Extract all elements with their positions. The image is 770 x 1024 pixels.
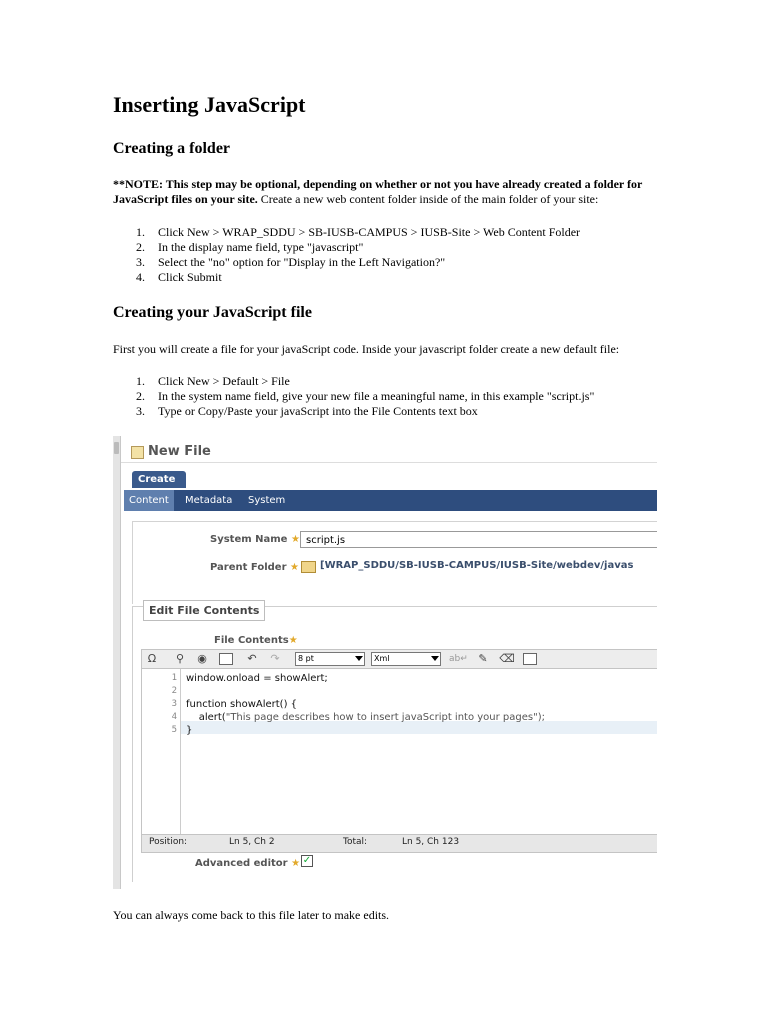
- folder-steps-list: [113, 225, 580, 285]
- line-number: 1: [171, 673, 177, 683]
- reset-icon[interactable]: ⌫: [499, 652, 515, 665]
- code-line: alert("This page describes how to insert javaScript into your pages");: [186, 712, 545, 723]
- required-star-icon: ★: [289, 562, 299, 573]
- font-size-select[interactable]: 8 pt: [295, 652, 365, 666]
- tab-system[interactable]: System: [248, 495, 286, 506]
- help-icon[interactable]: [523, 653, 537, 665]
- line-number: 2: [171, 686, 177, 696]
- line-number-gutter: [142, 669, 181, 835]
- undo-icon[interactable]: ↶: [247, 652, 257, 665]
- folder-icon[interactable]: [301, 561, 316, 573]
- create-tab[interactable]: Create: [132, 471, 186, 488]
- find-icon[interactable]: ⚲: [175, 652, 185, 665]
- system-name-input[interactable]: script.js: [300, 531, 657, 548]
- position-value: Ln 5, Ch 2: [229, 837, 275, 847]
- footer-paragraph: You can always come back to this file later to make edits.: [113, 908, 390, 922]
- code-line: function showAlert() {: [186, 699, 298, 710]
- required-star-icon: ★: [291, 858, 301, 869]
- redo-icon[interactable]: ↷: [270, 652, 280, 665]
- intro-paragraph: First you will create a file for your javaScript code. Inside your javascript folder create a new default file:: [113, 342, 620, 356]
- list-item: 2. In the display name field, type "javascript": [136, 240, 364, 254]
- list-item: 3. Type or Copy/Paste your javaScript into the File Contents text box: [136, 404, 478, 418]
- chevron-down-icon: [431, 656, 439, 661]
- editor-toolbar: [141, 649, 657, 669]
- code-line: window.onload = showAlert;: [186, 673, 328, 684]
- line-number: 5: [171, 725, 177, 735]
- edit-file-contents-legend: Edit File Contents: [143, 600, 265, 621]
- section-heading-creating-folder: Creating a folder: [113, 140, 231, 157]
- section-heading-creating-js-file: Creating your JavaScript file: [113, 304, 312, 321]
- divider: [121, 462, 657, 463]
- word-wrap-icon[interactable]: ab↵: [449, 654, 468, 664]
- note-bold-text: **NOTE: This step may be optional, depending on whether or not you have already created a folder for JavaScript files on your site.: [113, 177, 643, 206]
- advanced-editor-label: Advanced editor ★: [195, 858, 301, 869]
- tab-metadata[interactable]: Metadata: [185, 495, 233, 506]
- file-steps-list: [113, 374, 594, 419]
- line-number: 4: [171, 712, 177, 722]
- note-paragraph: [113, 177, 658, 207]
- list-item: 1. Click New > WRAP_SDDU > SB-IUSB-CAMPUS > IUSB-Site > Web Content Folder: [136, 225, 581, 239]
- code-line: }: [186, 725, 193, 736]
- system-name-label: System Name ★: [210, 534, 300, 545]
- goto-icon[interactable]: ◉: [197, 652, 207, 665]
- tab-content[interactable]: Content: [124, 490, 174, 511]
- line-number: 3: [171, 699, 177, 709]
- panel-left-border: [113, 436, 121, 889]
- list-item: 4. Click Submit: [136, 270, 222, 284]
- file-contents-label: File Contents★: [214, 635, 298, 646]
- parent-folder-path[interactable]: [WRAP_SDDU/SB-IUSB-CAMPUS/IUSB-Site/webdev/javas: [320, 560, 634, 571]
- total-label: Total:: [343, 837, 368, 847]
- list-item: 2. In the system name field, give your new file a meaningful name, in this example "script.js": [136, 389, 595, 403]
- list-item: 1. Click New > Default > File: [136, 374, 290, 388]
- page-title: Inserting JavaScript: [113, 92, 306, 117]
- window-title: New File: [148, 444, 211, 459]
- syntax-select[interactable]: Xml: [371, 652, 441, 666]
- total-value: Ln 5, Ch 123: [402, 837, 460, 847]
- required-star-icon: ★: [290, 534, 300, 545]
- parent-folder-label: Parent Folder ★: [210, 562, 299, 573]
- tab-bar: [124, 490, 657, 511]
- new-file-screenshot: [113, 436, 657, 889]
- highlight-brush-icon[interactable]: ✎: [478, 652, 488, 665]
- required-star-icon: ★: [288, 635, 298, 646]
- list-item: 3. Select the "no" option for "Display in the Left Navigation?": [136, 255, 446, 269]
- advanced-editor-checkbox[interactable]: ✓: [302, 855, 312, 866]
- collapse-handle[interactable]: [114, 442, 119, 454]
- chevron-down-icon: [355, 656, 363, 661]
- fullscreen-icon[interactable]: [219, 653, 233, 665]
- code-editor[interactable]: [141, 668, 657, 836]
- note-text: Create a new web content folder inside of the main folder of your site:: [257, 192, 599, 206]
- position-label: Position:: [149, 837, 188, 847]
- file-icon: [131, 446, 144, 459]
- special-char-icon[interactable]: Ω: [147, 652, 157, 665]
- editor-status-bar: [141, 834, 657, 853]
